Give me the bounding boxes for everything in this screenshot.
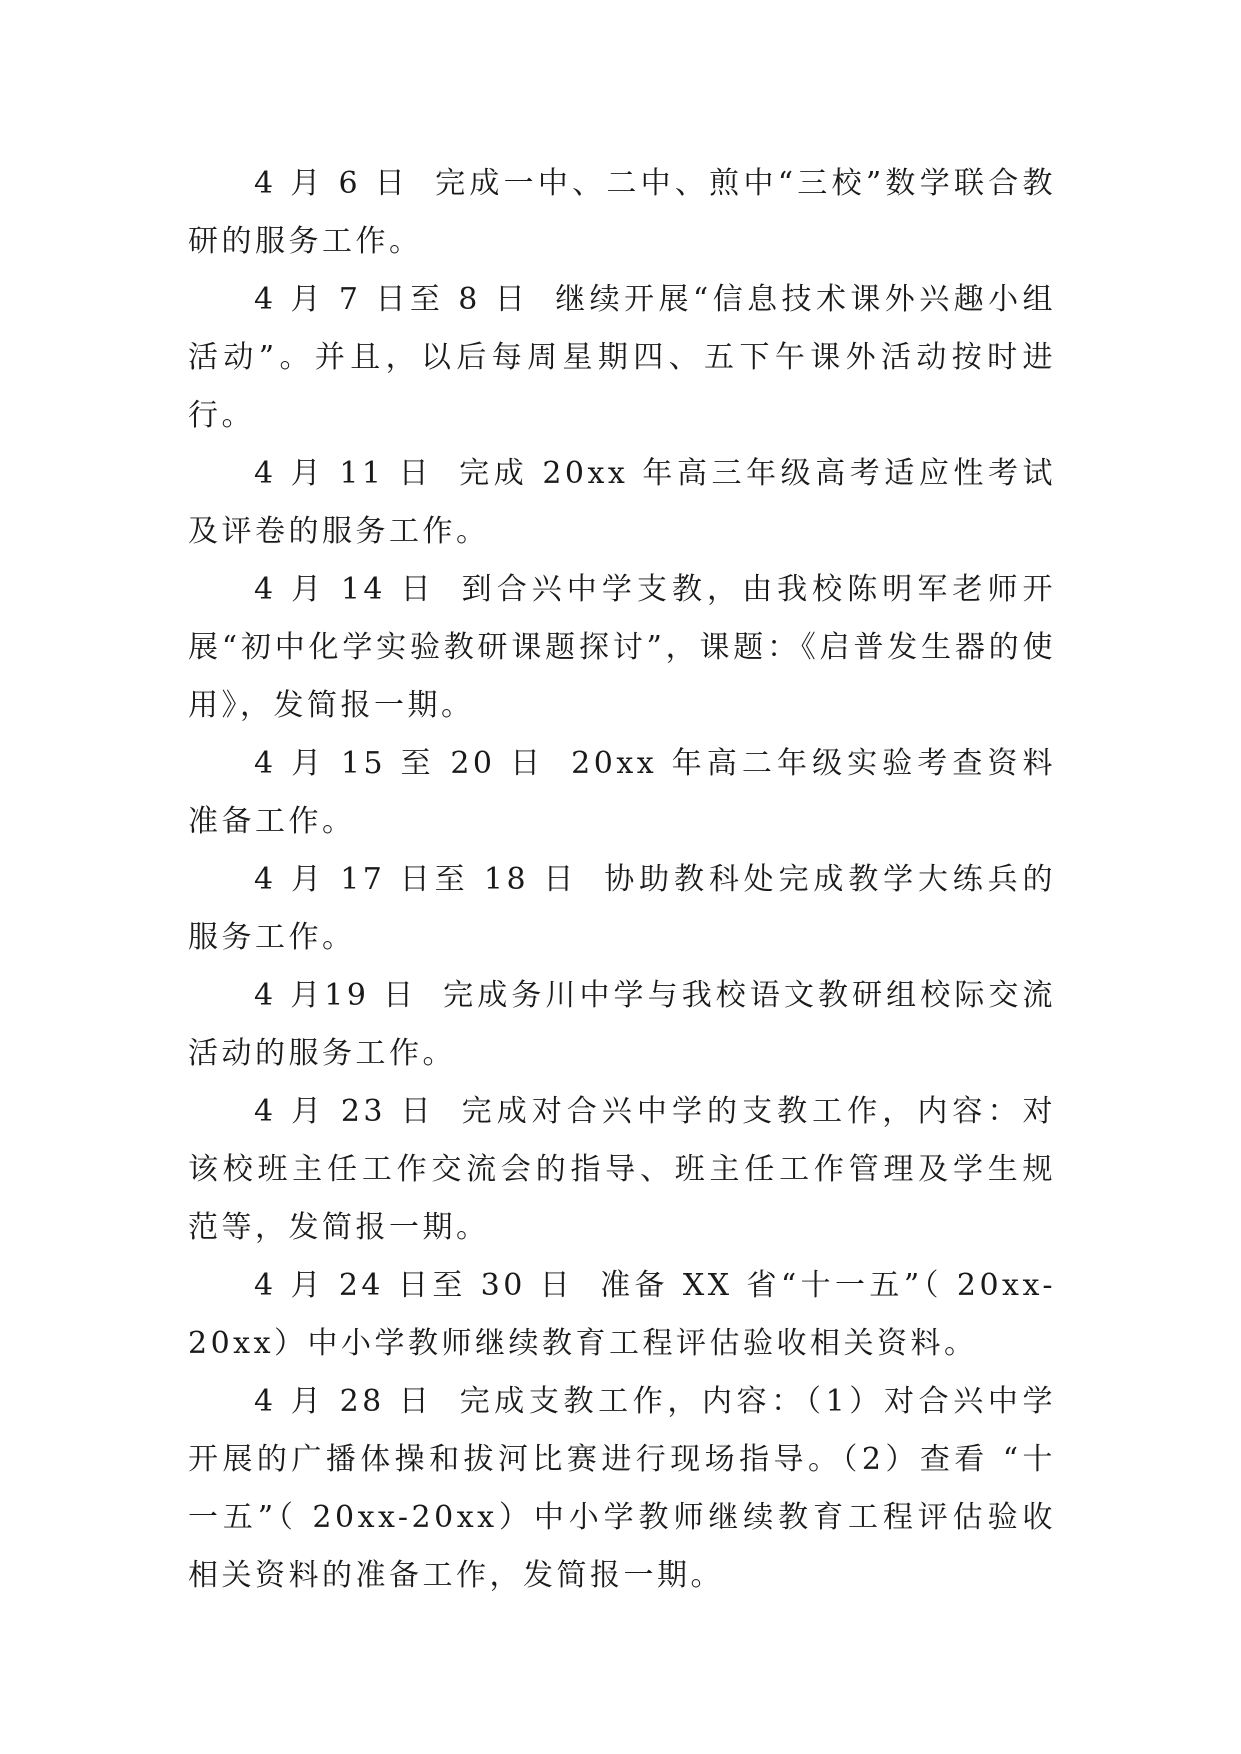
entry-text: 完成 20xx 年高三年级高考适应性考试及评卷的服务工作。 xyxy=(188,456,1056,549)
entry-text: 协助教科处完成教学大练兵的服务工作。 xyxy=(188,862,1056,955)
entry-text: 完成支教工作，内容：（1）对合兴中学开展的广播体操和拔河比赛进行现场指导。（2）查看 “十一五”（ 20xx-20xx）中小学教师继续教育工程评估验收相关资料的准备工作，发简报一期。 xyxy=(188,1384,1056,1593)
entry-text: 完成对合兴中学的支教工作，内容：对该校班主任工作交流会的指导、班主任工作管理及学生规范等，发简报一期。 xyxy=(188,1094,1056,1245)
entry-text: 20xx 年高二年级实验考查资料准备工作。 xyxy=(188,746,1056,839)
entry-date: 4 月 11 日 xyxy=(254,456,434,491)
entry-date: 4 月 14 日 xyxy=(254,572,436,607)
log-entry-apr-11 xyxy=(188,445,1056,561)
log-entry-apr-14 xyxy=(188,561,1056,735)
log-entry-apr-24-30 xyxy=(188,1257,1056,1373)
work-log-body xyxy=(188,155,1056,1605)
log-entry-apr-6 xyxy=(188,155,1056,271)
entry-date: 4 月 28 日 xyxy=(254,1384,434,1419)
entry-text: 完成务川中学与我校语文教研组校际交流活动的服务工作。 xyxy=(188,978,1056,1071)
log-entry-apr-7-8 xyxy=(188,271,1056,445)
entry-date: 4 月 23 日 xyxy=(254,1094,436,1129)
entry-text: 继续开展“信息技术课外兴趣小组活动”。并且，以后每周星期四、五下午课外活动按时进行。 xyxy=(188,282,1056,433)
log-entry-apr-23 xyxy=(188,1083,1056,1257)
entry-text: 到合兴中学支教，由我校陈明军老师开展“初中化学实验教研课题探讨”，课题：《启普发生器的使用》，发简报一期。 xyxy=(188,572,1056,723)
log-entry-apr-28 xyxy=(188,1373,1056,1605)
entry-date: 4 月 7 日至 8 日 xyxy=(254,282,530,317)
entry-text: 完成一中、二中、煎中“三校”数学联合教研的服务工作。 xyxy=(188,166,1056,259)
entry-date: 4 月19 日 xyxy=(254,978,418,1013)
entry-date: 4 月 6 日 xyxy=(254,166,410,201)
entry-date: 4 月 17 日至 18 日 xyxy=(254,862,579,897)
entry-date: 4 月 24 日至 30 日 xyxy=(254,1268,575,1303)
entry-date: 4 月 15 至 20 日 xyxy=(254,746,546,781)
log-entry-apr-19 xyxy=(188,967,1056,1083)
entry-text: 准备 XX 省“十一五”（ 20xx-20xx）中小学教师继续教育工程评估验收相关资料。 xyxy=(188,1268,1056,1361)
log-entry-apr-17-18 xyxy=(188,851,1056,967)
log-entry-apr-15-20 xyxy=(188,735,1056,851)
